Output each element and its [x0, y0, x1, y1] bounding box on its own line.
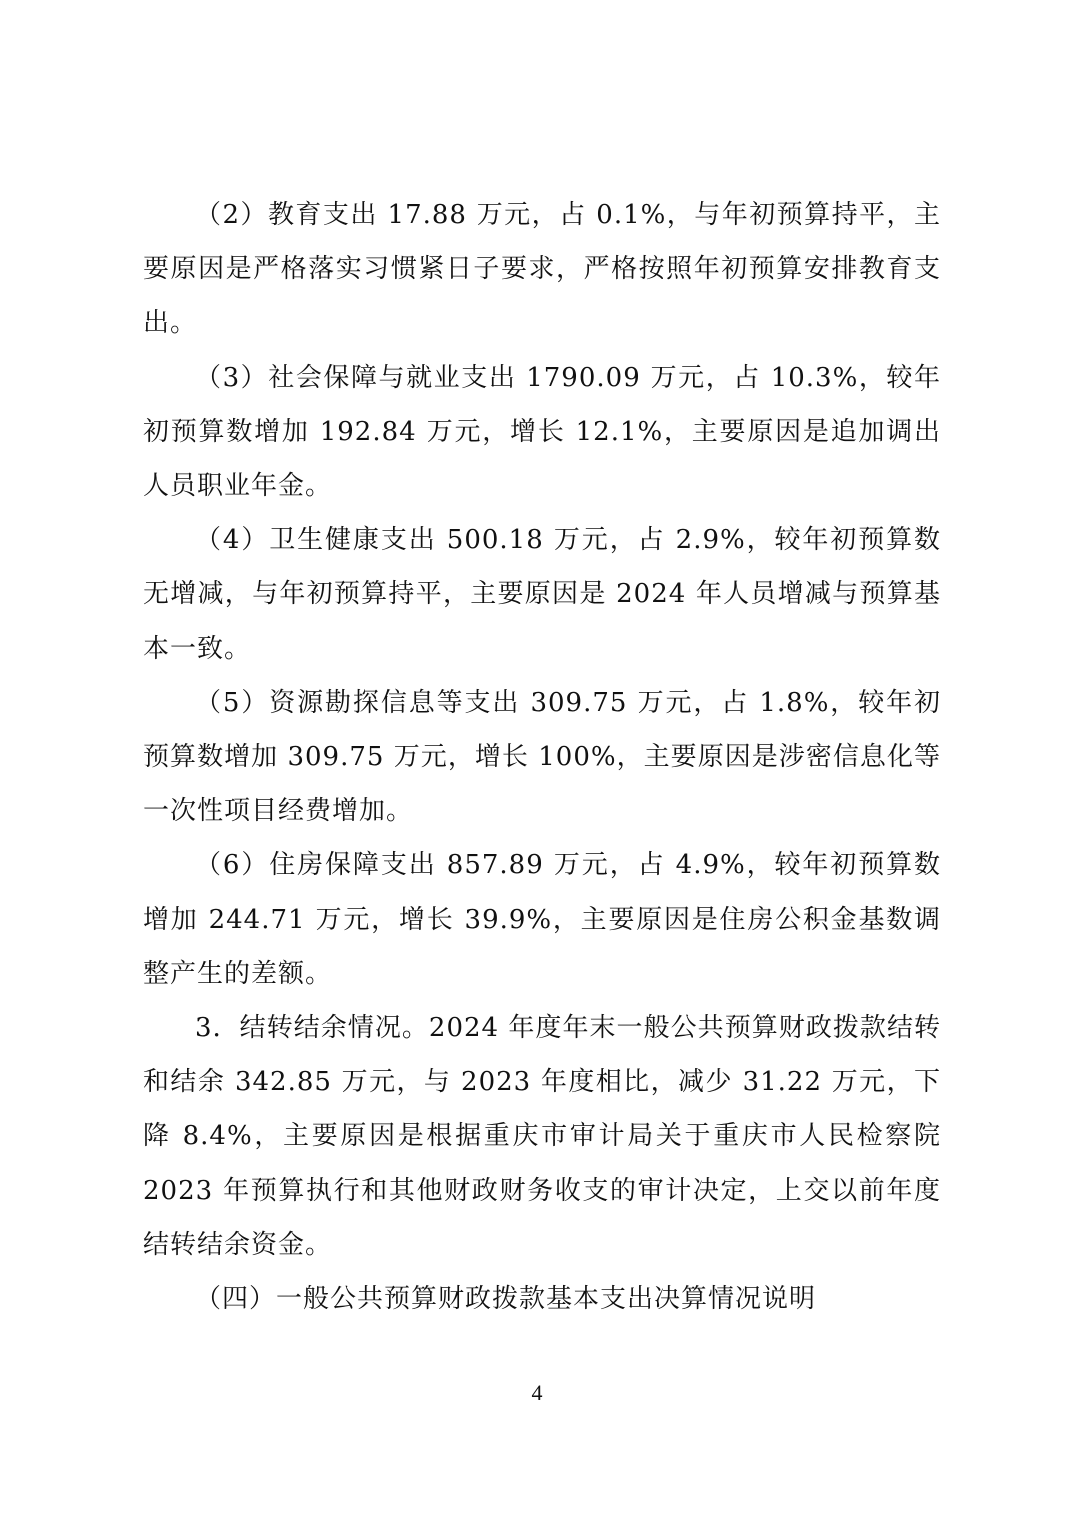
paragraph-social-security-expenditure: （3）社会保障与就业支出 1790.09 万元，占 10.3%，较年初预算数增加 192.84 万元，增长 12.1%，主要原因是追加调出人员职业年金。: [143, 362, 941, 502]
paragraph-housing-expenditure: （6）住房保障支出 857.89 万元，占 4.9%，较年初预算数增加 244.71 万元，增长 39.9%，主要原因是住房公积金基数调整产生的差额。: [143, 850, 941, 989]
paragraph-resource-exploration-expenditure: （5）资源勘探信息等支出 309.75 万元，占 1.8%，较年初预算数增加 309.75 万元，增长 100%，主要原因是涉密信息化等一次性项目经费增加。: [143, 687, 941, 827]
paragraph-education-expenditure: （2）教育支出 17.88 万元，占 0.1%，与年初预算持平，主要原因是严格落实习惯紧日子要求，严格按照年初预算安排教育支出。: [143, 200, 941, 339]
paragraph-carryover-balance: 3．结转结余情况。2024 年度年末一般公共预算财政拨款结转和结余 342.85 万元，与 2023 年度相比，减少 31.22 万元，下降 8.4%，主要原因是根据重庆市审计局关于重庆市人民检察院 2023 年预算执行和其他财政财务收支的审计决定，上交以前年度结转结余资金。: [143, 1013, 941, 1260]
document-body: [143, 188, 941, 1326]
page-number: 4: [531, 1380, 543, 1405]
section-heading-basic-expenditure: （四）一般公共预算财政拨款基本支出决算情况说明: [195, 1284, 817, 1315]
paragraph-health-expenditure: （4）卫生健康支出 500.18 万元，占 2.9%，较年初预算数无增减，与年初预算持平，主要原因是 2024 年人员增减与预算基本一致。: [143, 525, 941, 664]
